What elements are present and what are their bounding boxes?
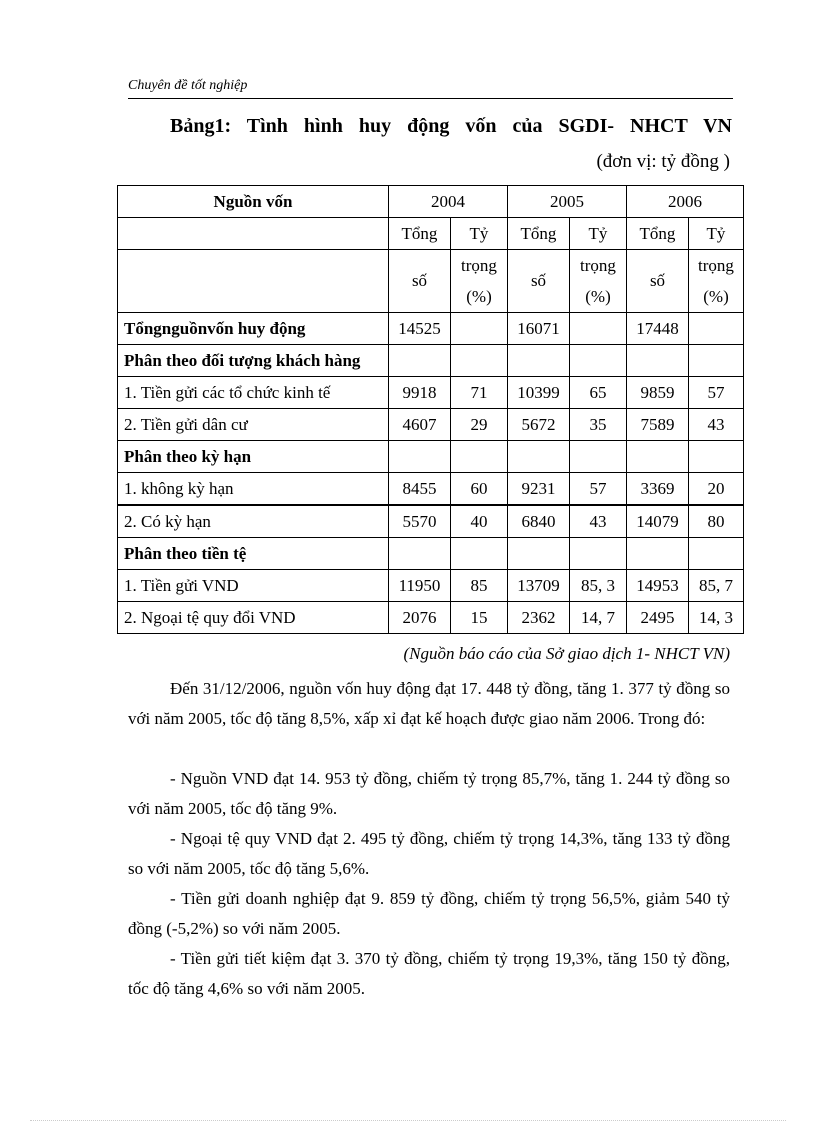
paragraph-4: - Tiền gửi doanh nghiệp đạt 9. 859 tỷ đồng, chiếm tỷ trọng 56,5%, giảm 540 tỷ đồng (-5,2%) so với năm 2005. [128, 889, 730, 938]
table-cell: 9231 [508, 473, 570, 506]
table-cell: 2076 [389, 602, 451, 634]
table-cell: 43 [570, 505, 627, 538]
sub-pct: (%) [585, 287, 611, 306]
table-cell: 6840 [508, 505, 570, 538]
sub-tong: Tổng [627, 218, 689, 250]
table-cell: 4607 [389, 409, 451, 441]
table-cell: 8455 [389, 473, 451, 506]
table-cell [389, 441, 451, 473]
sub-so: số [389, 250, 451, 313]
table-row [118, 602, 744, 634]
table-row [118, 538, 744, 570]
sub-tong: Tổng [389, 218, 451, 250]
sub-pct: (%) [466, 287, 492, 306]
table-title: Bảng1: Tình hình huy động vốn của SGDI- NHCT VN [170, 115, 732, 137]
table-cell: 5672 [508, 409, 570, 441]
table-cell: 35 [570, 409, 627, 441]
table-cell [627, 345, 689, 377]
sub-pct: (%) [703, 287, 729, 306]
table-cell: 7589 [627, 409, 689, 441]
table-cell [689, 313, 744, 345]
table-cell: 17448 [627, 313, 689, 345]
sub-so: số [508, 250, 570, 313]
table-row [118, 409, 744, 441]
table-cell: 60 [451, 473, 508, 506]
table-cell: 71 [451, 377, 508, 409]
table-cell: 29 [451, 409, 508, 441]
table-row [118, 441, 744, 473]
year-2006: 2006 [627, 186, 744, 218]
column-header-source: Nguồn vốn [118, 186, 389, 218]
sub-ty: Tỷ [451, 218, 508, 250]
table-row [118, 473, 744, 506]
header-text: Chuyên đề tốt nghiệp [128, 78, 248, 93]
paragraph-3: - Ngoại tệ quy VND đạt 2. 495 tỷ đồng, chiếm tỷ trọng 14,3%, tăng 133 tỷ đồng so với năm 2005, tốc độ tăng 5,6%. [128, 829, 730, 878]
sub-trong: trọng [580, 256, 616, 275]
table-row [118, 345, 744, 377]
table-cell: 57 [689, 377, 744, 409]
table-cell [508, 345, 570, 377]
row-label: Tổngnguồnvốn huy động [118, 313, 389, 345]
row-label: 2. Ngoại tệ quy đổi VND [118, 602, 389, 634]
table-cell [627, 441, 689, 473]
subheader-row-1 [118, 218, 744, 250]
sub-trong-pct [451, 250, 508, 313]
table-cell [508, 441, 570, 473]
table-cell: 85, 7 [689, 570, 744, 602]
sub-trong-pct [570, 250, 627, 313]
sub-so: số [627, 250, 689, 313]
table-cell [689, 538, 744, 570]
sub-trong: trọng [461, 256, 497, 275]
year-2004: 2004 [389, 186, 508, 218]
table-cell: 14, 7 [570, 602, 627, 634]
table-cell: 14953 [627, 570, 689, 602]
page-header [128, 76, 733, 99]
table-cell [627, 538, 689, 570]
table-cell: 16071 [508, 313, 570, 345]
table-cell: 14079 [627, 505, 689, 538]
subheader-row-2 [118, 250, 744, 313]
sub-ty: Tỷ [689, 218, 744, 250]
table-cell [451, 441, 508, 473]
row-label: 1. Tiền gửi VND [118, 570, 389, 602]
year-2005: 2005 [508, 186, 627, 218]
page-bottom-divider [30, 1120, 786, 1121]
unit-note: (đơn vị: tỷ đồng ) [596, 151, 730, 172]
table-cell: 65 [570, 377, 627, 409]
sub-tong: Tổng [508, 218, 570, 250]
table-row [118, 313, 744, 345]
row-label: 2. Tiền gửi dân cư [118, 409, 389, 441]
row-label: Phân theo đối tượng khách hàng [118, 345, 389, 377]
table-cell [451, 538, 508, 570]
table-cell: 11950 [389, 570, 451, 602]
table-cell [570, 538, 627, 570]
table-cell [451, 345, 508, 377]
sub-trong-pct [689, 250, 744, 313]
table-row [118, 377, 744, 409]
sub-trong: trọng [698, 256, 734, 275]
paragraph-1: Đến 31/12/2006, nguồn vốn huy động đạt 17. 448 tỷ đồng, tăng 1. 377 tỷ đồng so với năm 2005, tốc độ tăng 8,5%, xấp xỉ đạt kế hoạch được giao năm 2006. Trong đó: [128, 679, 730, 728]
row-label: Phân theo kỳ hạn [118, 441, 389, 473]
row-label: 1. Tiền gửi các tổ chức kinh tế [118, 377, 389, 409]
table-row [118, 505, 744, 538]
source-note: (Nguồn báo cáo của Sở giao dịch 1- NHCT VN) [403, 644, 730, 663]
row-label: 1. không kỳ hạn [118, 473, 389, 506]
table-cell: 2362 [508, 602, 570, 634]
table-cell: 2495 [627, 602, 689, 634]
table-cell [570, 313, 627, 345]
sub-ty: Tỷ [570, 218, 627, 250]
paragraph-5: - Tiền gửi tiết kiệm đạt 3. 370 tỷ đồng, chiếm tỷ trọng 19,3%, tăng 150 tỷ đồng, tốc độ tăng 4,6% so với năm 2005. [128, 949, 730, 998]
table-cell [389, 345, 451, 377]
row-label: Phân theo tiền tệ [118, 538, 389, 570]
paragraph-2: - Nguồn VND đạt 14. 953 tỷ đồng, chiếm tỷ trọng 85,7%, tăng 1. 244 tỷ đồng so với năm 2005, tốc độ tăng 9%. [128, 769, 730, 818]
table-cell [389, 538, 451, 570]
table-cell: 85 [451, 570, 508, 602]
table-cell: 13709 [508, 570, 570, 602]
row-label: 2. Có kỳ hạn [118, 505, 389, 538]
table-cell [689, 345, 744, 377]
table-cell: 57 [570, 473, 627, 506]
table-cell: 80 [689, 505, 744, 538]
table-cell: 85, 3 [570, 570, 627, 602]
table-cell: 14, 3 [689, 602, 744, 634]
table-cell: 5570 [389, 505, 451, 538]
table-cell: 43 [689, 409, 744, 441]
table-cell: 15 [451, 602, 508, 634]
table-cell: 3369 [627, 473, 689, 506]
capital-table [117, 185, 744, 634]
table-cell [689, 441, 744, 473]
table-cell: 10399 [508, 377, 570, 409]
table-cell [451, 313, 508, 345]
table-cell [508, 538, 570, 570]
table-cell: 9918 [389, 377, 451, 409]
table-cell: 40 [451, 505, 508, 538]
table-row [118, 570, 744, 602]
table-cell: 20 [689, 473, 744, 506]
table-cell [570, 441, 627, 473]
year-header-row [118, 186, 744, 218]
table-cell: 9859 [627, 377, 689, 409]
table-cell: 14525 [389, 313, 451, 345]
table-cell [570, 345, 627, 377]
